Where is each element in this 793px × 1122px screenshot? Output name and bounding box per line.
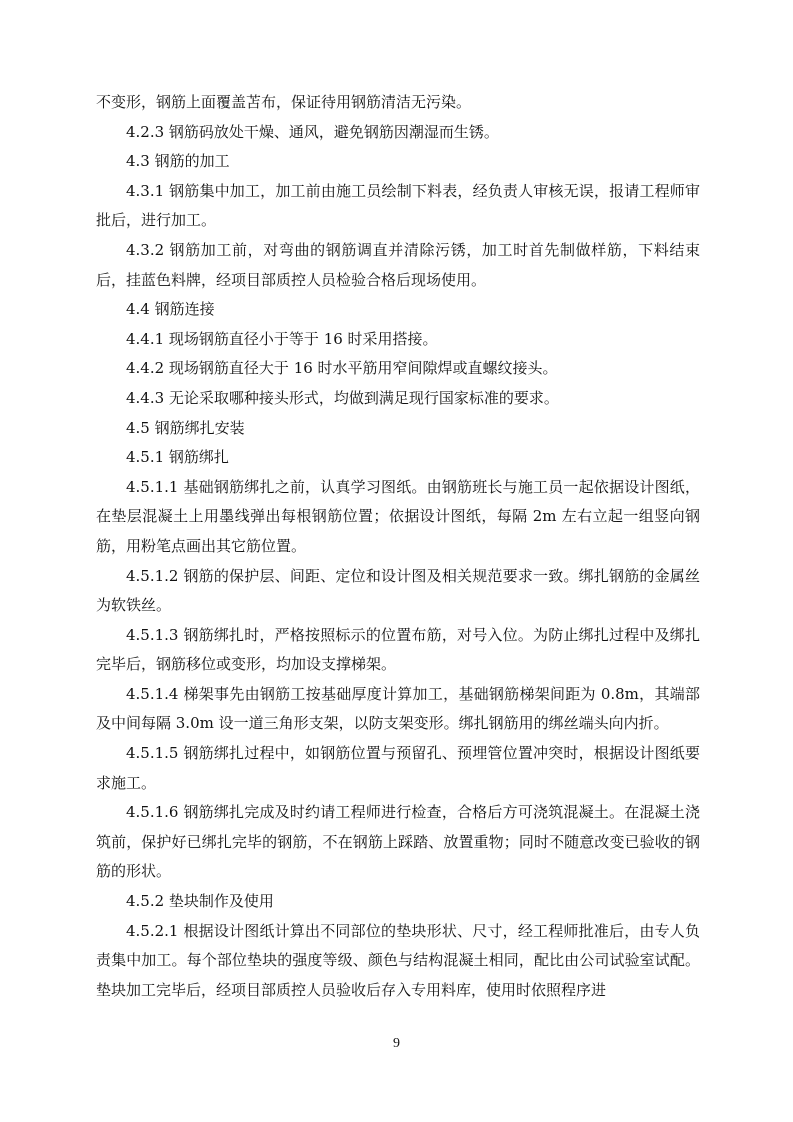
- paragraph-4-5-1-4: 4.5.1.4 梯架事先由钢筋工按基础厚度计算加工，基础钢筋梯架间距为 0.8m，其端部及中间每隔 3.0m 设一道三角形支架，以防支架变形。绑扎钢筋用的绑丝端头向内折。: [96, 684, 700, 733]
- paragraph-4-4-3: 4.4.3 无论采取哪种接头形式，均做到满足现行国家标准的要求。: [126, 388, 559, 407]
- paragraph-4-5-1-5: 4.5.1.5 钢筋绑扎过程中，如钢筋位置与预留孔、预埋管位置冲突时，根据设计图纸要求施工。: [96, 744, 700, 792]
- paragraph-4-4-2: 4.4.2 现场钢筋直径大于 16 时水平筋用窄间隙焊或直螺纹接头。: [126, 359, 558, 378]
- page-number: 9: [393, 1036, 400, 1051]
- heading-4-4: 4.4 钢筋连接: [126, 300, 215, 319]
- heading-4-3: 4.3 钢筋的加工: [126, 152, 230, 171]
- paragraph-4-5-1-1: 4.5.1.1 基础钢筋绑扎之前，认真学习图纸。由钢筋班长与施工员一起依据设计图纸，在垫层混凝土上用墨线弹出每根钢筋位置；依据设计图纸，每隔 2m 左右立起一组竖向钢筋，用粉笔点画出其它筋位置。: [96, 477, 700, 555]
- heading-4-5: 4.5 钢筋绑扎安装: [126, 418, 245, 437]
- document-body: [96, 88, 700, 1005]
- heading-4-5-2: 4.5.2 垫块制作及使用: [126, 892, 274, 911]
- paragraph-4-3-2: 4.3.2 钢筋加工前，对弯曲的钢筋调直并清除污锈，加工时首先制做样筋，下料结束后，挂蓝色料牌，经项目部质控人员检验合格后现场使用。: [96, 240, 700, 289]
- paragraph-continuation: 不变形，钢筋上面覆盖苫布，保证待用钢筋清洁无污染。: [96, 93, 472, 111]
- paragraph-4-2-3: 4.2.3 钢筋码放处干燥、通风，避免钢筋因潮湿而生锈。: [126, 122, 499, 141]
- heading-4-5-1: 4.5.1 钢筋绑扎: [126, 448, 229, 467]
- paragraph-4-5-1-3: 4.5.1.3 钢筋绑扎时，严格按照标示的位置布筋，对号入位。为防止绑扎过程中及绑扎完毕后，钢筋移位或变形，均加设支撑梯架。: [96, 625, 700, 674]
- paragraph-4-4-1: 4.4.1 现场钢筋直径小于等于 16 时采用搭接。: [126, 329, 438, 348]
- paragraph-4-5-1-6: 4.5.1.6 钢筋绑扎完成及时约请工程师进行检查，合格后方可浇筑混凝土。在混凝土浇筑前，保护好已绑扎完毕的钢筋，不在钢筋上踩踏、放置重物；同时不随意改变已验收的钢筋的形状。: [96, 803, 700, 881]
- paragraph-4-5-1-2: 4.5.1.2 钢筋的保护层、间距、定位和设计图及相关规范要求一致。绑扎钢筋的金属丝为软铁丝。: [96, 566, 700, 615]
- paragraph-4-3-1: 4.3.1 钢筋集中加工，加工前由施工员绘制下料表，经负责人审核无误，报请工程师审批后，进行加工。: [96, 181, 700, 230]
- paragraph-4-5-2-1: 4.5.2.1 根据设计图纸计算出不同部位的垫块形状、尺寸，经工程师批准后，由专人负责集中加工。每个部位垫块的强度等级、颜色与结构混凝土相同，配比由公司试验室试配。垫块加工完毕后，经项目部质控人员验收后存入专用料库，使用时依照程序进: [96, 921, 700, 999]
